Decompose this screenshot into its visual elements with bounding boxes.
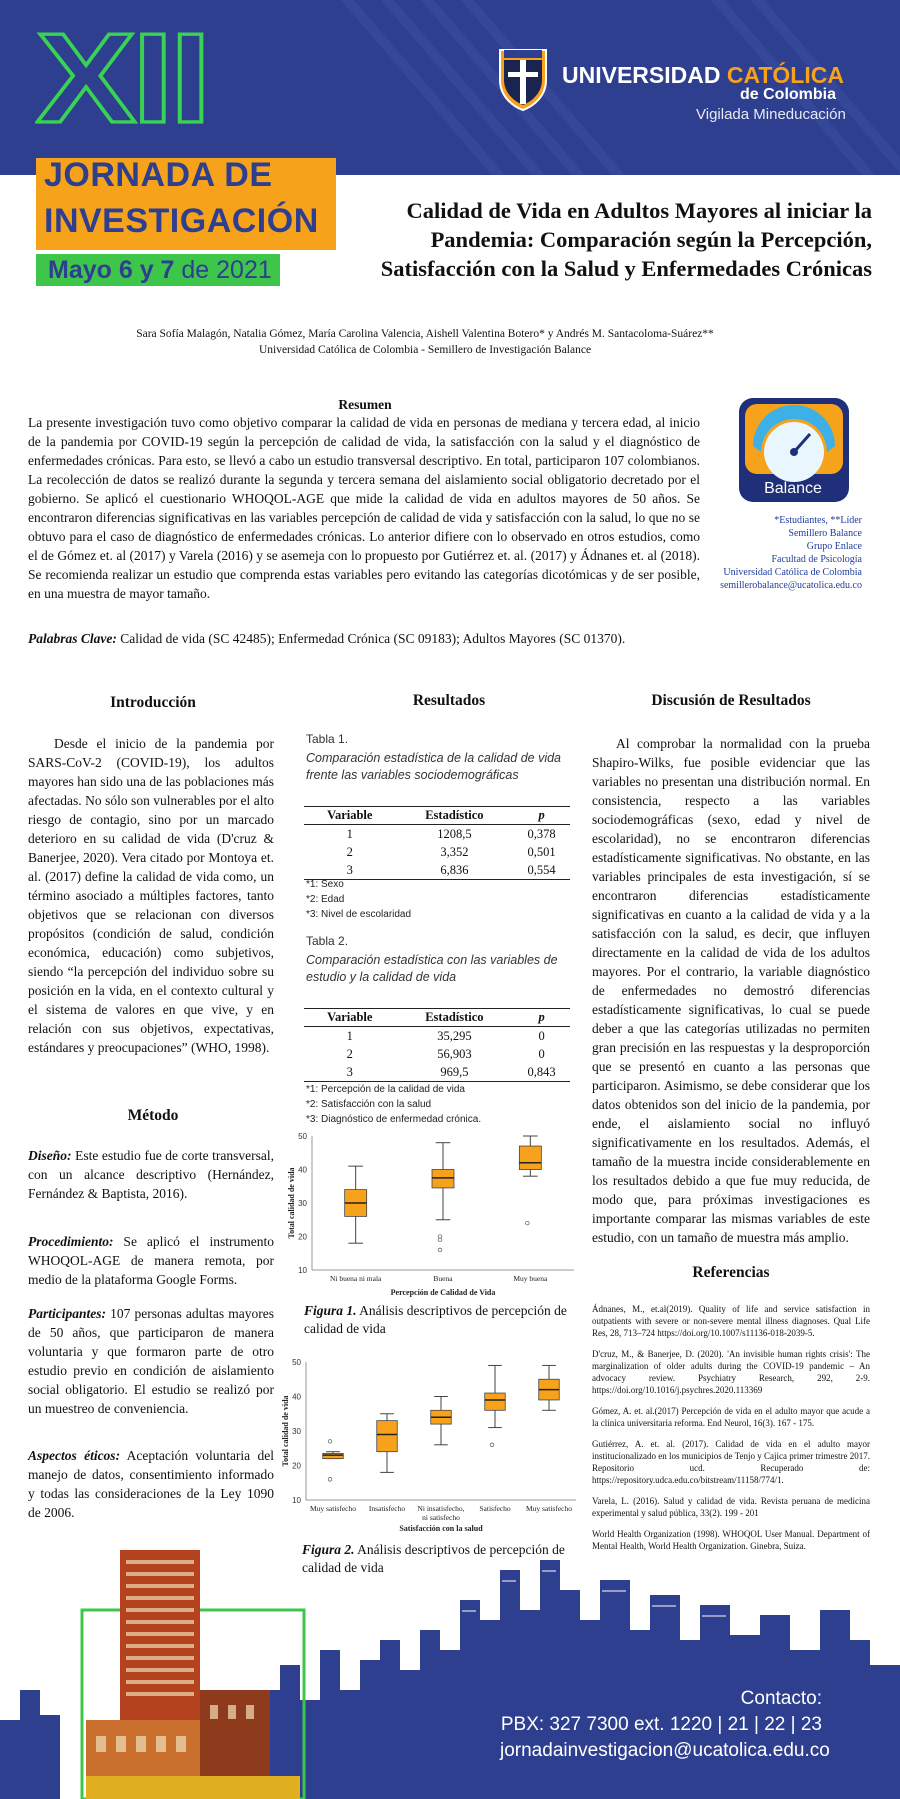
table-cell: 969,5 <box>396 1063 514 1082</box>
authors-block <box>0 326 850 358</box>
table2-title: Comparación estadística con las variables de estudio y la calidad de vida <box>306 953 558 984</box>
table-header-row <box>304 1009 570 1027</box>
figure1-text: Análisis descriptivos de percepción de calidad de vida <box>304 1303 567 1336</box>
x-tick-label: Ni buena ni mala <box>329 1274 382 1283</box>
contact-heading: Contacto: <box>740 1688 822 1709</box>
outlier-point <box>328 1440 332 1444</box>
balance-email: semillerobalance@ucatolica.edu.co <box>720 580 862 591</box>
table-header-cell: p <box>513 1009 570 1027</box>
intro-heading: Introducción <box>110 694 196 711</box>
abstract-heading: Resumen <box>338 397 392 412</box>
y-tick-label: 10 <box>292 1496 301 1505</box>
event-dates-box <box>36 254 280 286</box>
box-iqr <box>377 1421 398 1452</box>
reference-item: Gómez, A. et. al.(2017) Percepción de vida en el adulto mayor que acude a la clínica universitaria reforma. End Neurol, 16(3). 167 - 175. <box>592 1406 870 1428</box>
abstract-text: La presente investigación tuvo como objetivo comparar la calidad de vida en personas de mediana y tercera edad, al inicio de la pandemia por COVID-19 según la percepción de calidad de vida, la satisfacción con la salud y el diagnóstico de enfermedades crónicas. Para esto, se llevó a cabo un estudio transversal descriptivo. En total, participaron 107 colombianos. La recolección de datos se realizó durante la segunda y tercera semana del aislamiento social obligatorio decretado por el gobierno. Se aplicó el cuestionario WHOQOL-AGE que mide la calidad de vida en adultos mayores de 50 años. Se encontraron diferencias significativas en las variables percepción de calidad de vida y satisfacción con la salud, lo que no se obtuvo para el caso de diagnóstico de enfermedades crónicas. Lo anterior difiere con lo observado en otros estudios, como el de Gómez et. al (2017) y Varela (2016) y se asemeja con lo propuesto por Gutiérrez et. al. (2017) y Ádnanes et. al (2018). Se recomienda realizar un estudio que comprenda estas variables pero evitando las categorías dicotómicas y de ser posible, en una muestra de mayor tamaño. <box>28 415 700 601</box>
references-list <box>592 1303 870 1561</box>
results-heading: Resultados <box>412 692 486 709</box>
figure2-label: Figura 2. <box>302 1542 355 1557</box>
table-cell: 3,352 <box>440 844 469 859</box>
contact-block <box>500 1686 830 1764</box>
y-tick-label: 50 <box>298 1132 307 1141</box>
method-item-design <box>28 1146 274 1203</box>
outlier-point <box>438 1248 442 1252</box>
reference-item: Gutiérrez, A. et. al. (2017). Calidad de vida en el adulto mayor institucionalizado en los municipios de Tenjo y Cajica primer trimestre 2017. Repositorio ucd. Recuperado de: https://repository.udca.edu.co/bitstream/11158/774/1. <box>592 1439 870 1485</box>
keywords-text: Calidad de vida (SC 42485); Enfermedad Crónica (SC 09183); Adultos Mayores (SC 01370). <box>116 631 626 646</box>
event-name-box <box>36 158 336 250</box>
event-dates-bold: Mayo 6 y 7 <box>48 256 175 284</box>
table-cell: 1 <box>346 1028 353 1043</box>
table-cell: 56,903 <box>437 1046 472 1061</box>
event-name-line1: JORNADA DE <box>44 156 273 194</box>
table-cell: 0,843 <box>513 1063 570 1082</box>
box-iqr <box>485 1393 506 1410</box>
table-cell: 3 <box>304 861 396 880</box>
table1 <box>304 806 570 880</box>
university-name-main: UNIVERSIDAD <box>562 62 727 88</box>
method-item-label: Aspectos éticos: <box>28 1448 121 1463</box>
discussion-text: Al comprobar la normalidad con la prueba Shapiro-Wilks, fue posible evidenciar que las variables no presentan una distribución normal. En consistencia, respecto a las variables sociodemográficas (sexo, edad y nivel de escolaridad), no se encontraron diferencias estadísticamente significativas. No obstante, en las variables principales de esta investigación, sí se encontraron diferencias estadísticamente significativas en cuanto a la calidad de vida y a la satisfacción con la salud, es decir, que influyen directamente en la calidad de vida de los adultos mayores. Por el contrario, la variable diagnóstico de enfermedades no demostró diferencias estadísticamente significativas, lo cual se puede deber a que las categorías utilizadas no permiten gran precisión en las respuestas y la desproporción que se presentó en cuanto a las personas que participaron. Asimismo, se debe considerar que los datos obtenidos son del inicio de la pandemia, por ende, el aislamiento social no influyó significativamente en los resultados. Además, el tamaño de la muestra incide considerablemente en los resultados debido a que fue muy reducida, de modo que, para próximas investigaciones es importante comparar las mismas variables de este estudio, con un tamaño de muestra más amplio. <box>592 736 870 1245</box>
method-item-label: Diseño: <box>28 1148 72 1163</box>
event-name-line2: INVESTIGACIÓN <box>44 202 319 240</box>
event-dates-year: de 2021 <box>174 256 272 284</box>
university-shield-icon <box>496 46 550 112</box>
y-tick-label: 20 <box>298 1232 307 1242</box>
reference-item: World Health Organization (1998). WHOQOL User Manual. Department of Mental Health, World Health Organization. Ginebra, Suiza. <box>592 1529 870 1551</box>
contact-email[interactable]: jornadainvestigacion@ucatolica.edu.co <box>500 1740 830 1761</box>
x-tick-label: Muy satisfecho <box>525 1504 573 1513</box>
table-header-cell: Estadístico <box>396 1009 514 1027</box>
university-name-accent: CATÓLICA <box>726 62 844 88</box>
table2 <box>304 1008 570 1082</box>
table1-notes <box>306 877 411 922</box>
edition-numeral: XII <box>36 6 208 150</box>
method-item-label: Procedimiento: <box>28 1234 114 1249</box>
reference-item: D'cruz, M., & Banerjee, D. (2020). 'An invisible human rights crisis': The marginalization of older adults during the COVID-19 pandemic – An advocacy review. Psychiatry Research, 292, 2-9. https://doi.org/10.1016/j.psychres.2020.113369 <box>592 1349 870 1395</box>
reference-item: Ádnanes, M., et.al(2019). Quality of life and service satisfaction in outpatients with severe or non-severe mental illness diagnoses. Qual Life Res, 28, 713–724 https://doi.org/10.1007/s11136-018-2039-5. <box>592 1304 870 1338</box>
table-header-row <box>304 807 570 825</box>
method-item-text: Se aplicó el instrumento WHOQOL-AGE de manera remota, por medio de la plataforma Google Forms. <box>28 1234 274 1287</box>
figure1-label: Figura 1. <box>304 1303 357 1318</box>
table1-caption: Tabla 1. <box>306 732 349 746</box>
balance-logo-label: Balance <box>764 480 822 497</box>
table-row <box>304 825 570 844</box>
event-dates <box>48 254 272 286</box>
x-tick-label: Muy buena <box>513 1274 548 1283</box>
balance-line: Facultad de Psicología <box>771 554 862 565</box>
authors-list: Sara Sofía Malagón, Natalia Gómez, María Carolina Valencia, Aishell Valentina Botero* y Andrés M. Santacoloma-Suárez** <box>136 328 714 340</box>
table-header-cell: Estadístico <box>396 807 514 825</box>
method-item-ethics <box>28 1446 274 1522</box>
figure2-text: Análisis descriptivos de percepción de calidad de vida <box>302 1542 565 1575</box>
table-row <box>304 1045 570 1063</box>
balance-line: *Estudiantes, **Líder <box>774 515 862 526</box>
y-tick-label: 40 <box>298 1165 307 1175</box>
keywords-label: Palabras Clave: <box>28 631 117 646</box>
outlier-point <box>526 1221 530 1225</box>
table-note: *2: Satisfacción con la salud <box>306 1099 432 1110</box>
outlier-point <box>328 1478 332 1482</box>
balance-line: Universidad Católica de Colombia <box>723 567 862 578</box>
x-tick-label: Muy satisfecho <box>309 1504 357 1513</box>
boxplot-quality-perception <box>284 1128 584 1300</box>
table-note: *2: Edad <box>306 894 345 905</box>
y-tick-label: 20 <box>292 1461 301 1471</box>
table-note: *1: Sexo <box>306 879 344 890</box>
boxplot-health-satisfaction <box>278 1354 588 1540</box>
balance-line: Grupo Enlace <box>806 541 862 552</box>
table-cell: 6,836 <box>396 861 514 880</box>
discussion-heading: Discusión de Resultados <box>651 692 811 709</box>
university-name <box>562 62 844 89</box>
table-note: *3: Diagnóstico de enfermedad crónica. <box>306 1114 482 1125</box>
method-item-text: 107 personas adultas mayores de 50 años, que participaron de manera voluntaria y que formaron parte de otro estudio previo en condición de aislamiento social obligatorio. El estudio se realizó por un muestreo de conveniencia. <box>28 1306 274 1416</box>
table-note: *1: Percepción de la calidad de vida <box>306 1084 465 1095</box>
box-iqr <box>323 1453 344 1458</box>
table-cell: 0 <box>538 1046 545 1061</box>
table-cell: 2 <box>346 844 353 859</box>
contact-phone: PBX: 327 7300 ext. 1220 | 21 | 22 | 23 <box>500 1714 822 1735</box>
x-tick-label: Satisfecho <box>479 1504 511 1513</box>
y-tick-label: 50 <box>292 1358 301 1367</box>
table2-caption: Tabla 2. <box>306 934 349 948</box>
method-item-text: Aceptación voluntaria del manejo de datos, consentimiento informado y todas las consideraciones de la Ley 1090 de 2006. <box>28 1448 274 1520</box>
balance-line: Semillero Balance <box>788 528 862 539</box>
balance-contact-info <box>700 514 862 592</box>
keywords <box>28 631 848 647</box>
table-row <box>304 1063 570 1082</box>
x-tick-label: Buena <box>433 1274 453 1283</box>
references-heading: Referencias <box>692 1264 770 1281</box>
intro-text: Desde el inicio de la pandemia por SARS-CoV-2 (COVID-19), los adultos mayores han sido una de las poblaciones más afectadas. No sólo son vulnerables por el alto riesgo de contagio, sino por un marcado deterioro en su calidad de vida (D'cruz & Banerjee, 2020). Vera citado por Montoya et. al. (2017) define la calidad de vida como, un término asociado a múltiples factores, tanto objetivos que se relacionan con diversos propósitos (condición de salud, condición económica, educación) como subjetivos, siendo “la percepción del individuo sobre su posición en la vida, en el contexto cultural y el sistema de valores en que vive, y en relación con sus objetivos, expectativas, estándares y preocupaciones” (WHO, 1998). <box>28 736 274 1055</box>
y-tick-label: 40 <box>292 1392 301 1402</box>
table-header-cell: Variable <box>304 1009 396 1027</box>
table-cell: 0 <box>538 1028 545 1043</box>
method-heading: Método <box>127 1107 179 1124</box>
method-item-participants <box>28 1304 274 1418</box>
x-tick-label: ni satisfecho <box>422 1513 460 1522</box>
y-axis-title: Total calidad de vida <box>281 1395 290 1467</box>
table-header-cell: p <box>513 807 570 825</box>
table-cell: 0,554 <box>513 861 570 880</box>
table-cell: 1 <box>346 826 353 841</box>
table-cell: 0,501 <box>527 844 556 859</box>
box-iqr <box>432 1170 454 1188</box>
x-axis-title: Satisfacción con la salud <box>399 1524 483 1533</box>
table-row <box>304 843 570 861</box>
table-cell: 2 <box>346 1046 353 1061</box>
table-note: *3: Nivel de escolaridad <box>306 909 412 920</box>
table-cell: 1208,5 <box>437 826 472 841</box>
table-cell: 35,295 <box>437 1028 472 1043</box>
university-country: de Colombia <box>740 86 837 103</box>
box-iqr <box>519 1146 541 1169</box>
table-row <box>304 1027 570 1046</box>
figure1-caption <box>304 1302 586 1338</box>
table-cell: 0,378 <box>527 826 556 841</box>
method-item-procedure <box>28 1232 274 1289</box>
method-item-label: Participantes: <box>28 1306 106 1321</box>
method-item-text: Este estudio fue de corte transversal, con un alcance descriptivo (Hernández, Fernández & Baptista, 2016). <box>28 1148 274 1201</box>
table-cell: 3 <box>304 1063 396 1082</box>
table-header-cell: Variable <box>304 807 396 825</box>
vigilada-label: Vigilada Mineducación <box>696 106 846 123</box>
outlier-point <box>490 1443 494 1447</box>
affiliation: Universidad Católica de Colombia - Semillero de Investigación Balance <box>258 344 592 356</box>
y-tick-label: 30 <box>298 1199 307 1208</box>
x-tick-label: Insatisfecho <box>368 1504 406 1513</box>
table1-title: Comparación estadística de la calidad de vida frente las variables sociodemográficas <box>306 751 562 782</box>
y-axis-title: Total calidad de vida <box>287 1167 296 1239</box>
x-tick-label: Ni insatisfecho, <box>417 1504 465 1513</box>
table2-notes <box>306 1082 481 1127</box>
poster-title: Calidad de Vida en Adultos Mayores al iniciar la Pandemia: Comparación según la Percepción, Satisfacción con la Salud y Enfermedades Crónicas <box>380 198 872 281</box>
y-tick-label: 10 <box>298 1266 307 1275</box>
reference-item: Varela, L. (2016). Salud y calidad de vida. Revista peruana de medicina experimental y salud pública, 33(2). 199 - 201 <box>592 1496 870 1518</box>
y-tick-label: 30 <box>292 1427 301 1436</box>
x-axis-title: Percepción de Calidad de Vida <box>390 1288 496 1297</box>
